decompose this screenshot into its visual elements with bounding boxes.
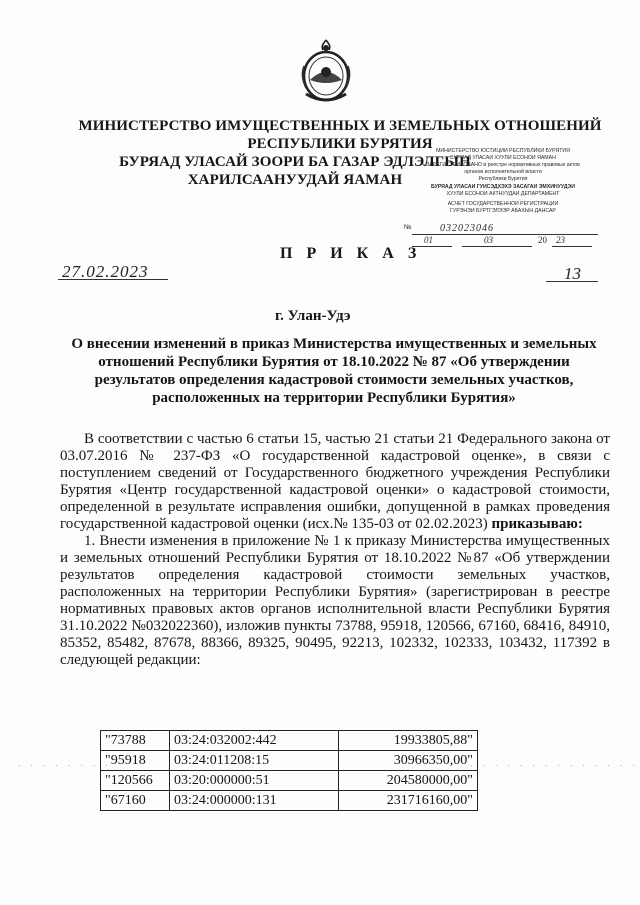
table-row: [101, 731, 478, 751]
stamp-line: МИНИСТЕРСТВО ЮСТИЦИИ РЕСПУБЛИКИ БУРЯТИЯ: [436, 148, 570, 154]
ministry-name-buryat-line-2: ХАРИЛСААНУУДАЙ ЯАМАН: [187, 172, 403, 188]
stamp-registration-number: [404, 224, 604, 236]
handwritten-date: 27.02.2023: [62, 262, 149, 281]
registration-stamp: [392, 146, 614, 244]
scan-artifact-right: . . . . . . . . . . . . . . .: [470, 758, 639, 778]
scan-artifact-left: . . . . . . . .: [18, 758, 112, 768]
cell-item-number: "120566: [101, 771, 170, 791]
order-title: О внесении изменений в приказ Министерства имущественных и земельных отношений Республики Бурятия от 18.10.2022 № 87 «Об утверждении результатов определения кадастровой стоимости земельных участков, расположенных на территории Республики Бурятия»: [71, 336, 597, 406]
handwritten-order-number: 13: [564, 264, 581, 283]
stamp-number-label: №: [404, 224, 412, 231]
ministry-name-line-2: РЕСПУБЛИКИ БУРЯТИЯ: [247, 136, 433, 152]
table-row: [101, 771, 478, 791]
document-type-heading: П Р И К А З: [280, 245, 422, 262]
stamp-year-underline: [552, 246, 592, 247]
stamp-day: 01: [424, 235, 433, 245]
table-row: [101, 751, 478, 771]
stamp-line: БУРЯАД УЛАСАЙ ГУЙСЭДХЭХЭ ЗАСАГАЙ ЭМХИНУУДЭЙ: [431, 184, 575, 190]
cell-cadastral-number: 03:24:011208:15: [170, 751, 339, 771]
cell-cadastral-value: 204580000,00": [339, 771, 478, 791]
cell-cadastral-value: 30966350,00": [339, 751, 478, 771]
number-underline: [546, 281, 598, 282]
paragraph-item-1: 1. Внести изменения в приложение № 1 к приказу Министерства имущественных и земельных отношений Республики Бурятия от 18.10.2022 №87 «Об утверждении результатов определения кадастровой стоимости земельных участков, расположенных на территории Республики Бурятия» (зарегистрирован в реестре нормативных правовых актов органов исполнительной власти Республики Бурятия 31.10.2022 №032022360), изложив пункты 73788, 95918, 120566, 67160, 68416, 84910, 85352, 85482, 87678, 88366, 89325, 90495, 92213, 102332, 102333, 103432, 117392 в следующей редакции:: [60, 533, 610, 668]
table-row: [101, 791, 478, 811]
stamp-number-underline: [412, 234, 598, 235]
cell-item-number: "73788: [101, 731, 170, 751]
cell-cadastral-number: 03:24:032002:442: [170, 731, 339, 751]
stamp-month: 03: [484, 235, 493, 245]
stamp-year: 23: [556, 235, 565, 245]
paragraph-preamble: [60, 431, 610, 533]
stamp-line: ГУРЭНЭЙ БУРТГЭЛЭЭР АБАХЫН ДАНСАР: [450, 208, 556, 214]
stamp-line: ЗАРЕГИСТРИРОВАНО в реестре нормативных правовых актов: [426, 162, 580, 168]
date-underline: [58, 279, 168, 280]
cadastral-values-table: [100, 730, 478, 811]
cell-cadastral-value: 231716160,00": [339, 791, 478, 811]
stamp-line: БУРЯАД УЛАСАЙ ХУУЛИ ЁСОНОЙ ЯАМАН: [450, 155, 556, 161]
cell-cadastral-number: 03:24:000000:131: [170, 791, 339, 811]
cell-item-number: "67160: [101, 791, 170, 811]
cell-item-number: "95918: [101, 751, 170, 771]
stamp-month-underline: [462, 246, 532, 247]
cell-cadastral-value: 19933805,88": [339, 731, 478, 751]
stamp-date: [404, 236, 604, 248]
order-body: [60, 431, 610, 669]
stamp-year-prefix: 20: [538, 235, 547, 245]
coat-of-arms-emblem: [296, 36, 356, 106]
order-word: приказываю:: [487, 516, 583, 532]
ministry-name-line-1: МИНИСТЕРСТВО ИМУЩЕСТВЕННЫХ И ЗЕМЕЛЬНЫХ ОТНОШЕНИЙ: [78, 118, 602, 134]
stamp-number-value: 032023046: [440, 223, 494, 234]
stamp-line: ХУУЛИ ЁСОНОЙ АКТНУУДАЙ ДЕПАРТАМЕНТ: [446, 191, 560, 197]
stamp-line: Республики Бурятия: [478, 176, 528, 182]
cell-cadastral-number: 03:20:000000:51: [170, 771, 339, 791]
ministry-name-buryat-line-1: БУРЯАД УЛАСАЙ ЗООРИ БА ГАЗАР ЭДЛЭЛГЫН: [119, 154, 471, 170]
stamp-line: органов исполнительной власти: [464, 169, 542, 175]
preamble-text: В соответствии с частью 6 статьи 15, частью 21 статьи 21 Федерального закона от 03.07.2016 № 237-ФЗ «О государственной кадастровой оценке», в связи с поступлением сведений от Государственного бюджетного учреждения Республики Бурятия «Центр государственной кадастровой оценки» о кадастровой стоимости, определенной в результате исправления ошибки, допущенной в рамках проведения государственной кадастровой оценки (исх.№ 135-03 от 02.02.2023): [60, 431, 610, 532]
city-line: г. Улан-Удэ: [275, 308, 351, 324]
stamp-line: АСЧЕТ ГОСУДАРСТВЕННОЙ РЕГИСТРАЦИИ: [447, 201, 559, 207]
